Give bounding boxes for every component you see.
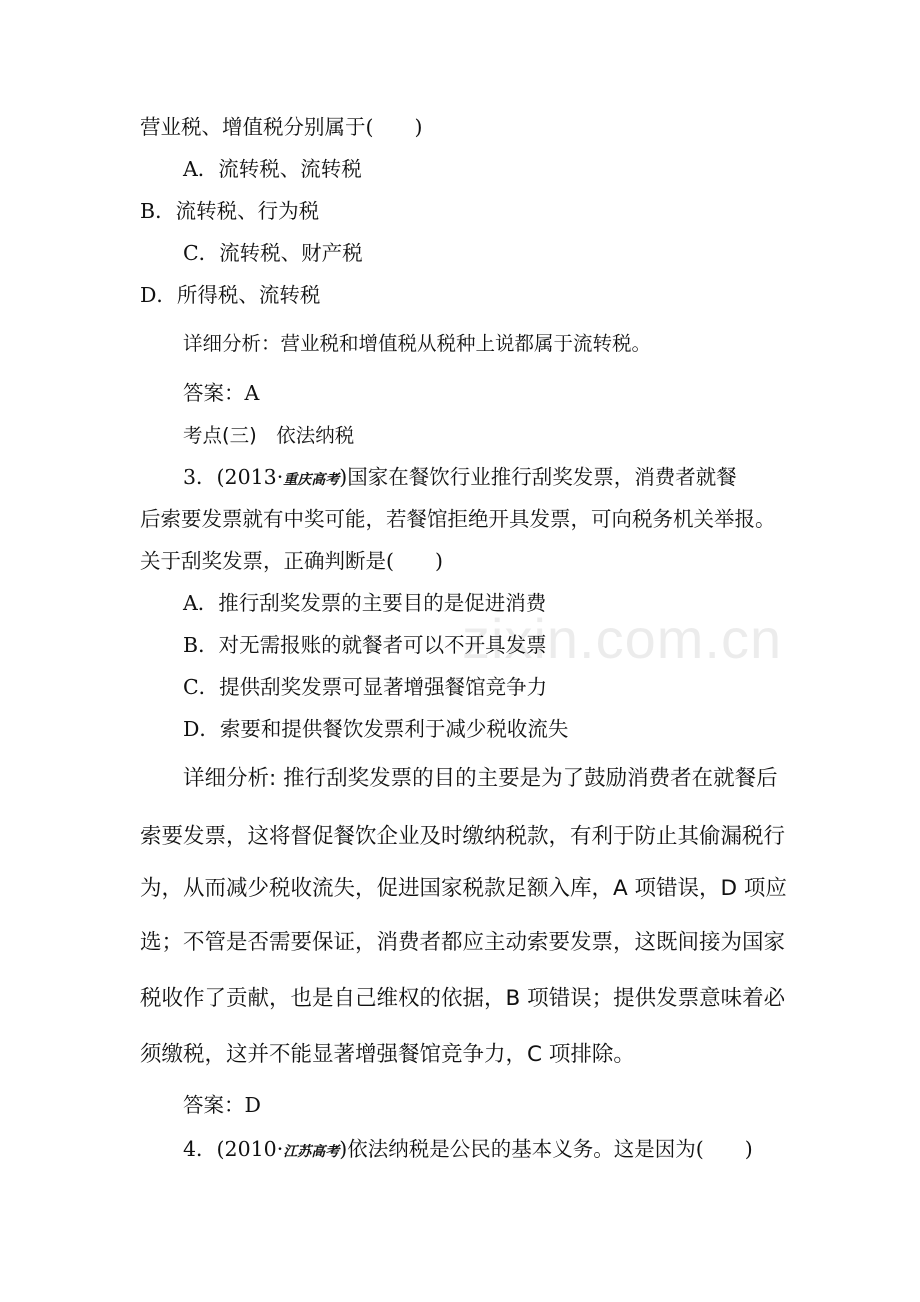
q3-analysis-line: 选；不管是否需要保证，消费者都应主动索要发票，这既间接为国家 — [140, 930, 786, 955]
q3-stem-line1 — [183, 462, 737, 492]
q3-option-a: A．推行刮奖发票的主要目的是促进消费 — [183, 591, 547, 615]
q4-stem-line1 — [183, 1134, 753, 1164]
q3-stem-line2: 后索要发票就有中奖可能，若餐馆拒绝开具发票，可向税务机关举报。 — [140, 507, 776, 531]
q3-option-b: B．对无需报账的就餐者可以不开具发票 — [183, 633, 547, 657]
q4-number: 4．(2010· — [183, 1137, 284, 1161]
q3-source: 重庆高考 — [283, 472, 340, 488]
q2-option-b: B．流转税、行为税 — [140, 199, 320, 223]
q3-answer: 答案：D — [183, 1093, 261, 1117]
q3-analysis-line: 须缴税，这并不能显著增强餐馆竞争力，C 项排除。 — [140, 1042, 635, 1067]
q2-analysis: 详细分析：营业税和增值税从税种上说都属于流转税。 — [183, 332, 652, 355]
watermark: zixin.com.cn — [462, 607, 783, 670]
q3-stem-line3: 关于刮奖发票，正确判断是( ) — [140, 549, 443, 573]
q3-number: 3．(2013· — [183, 465, 284, 489]
section-title: 考点(三) 依法纳税 — [183, 424, 355, 447]
q2-answer: 答案：A — [183, 381, 260, 405]
q3-option-d: D．索要和提供餐饮发票利于减少税收流失 — [183, 717, 569, 741]
q3-analysis-line: 详细分析: 推行刮奖发票的目的主要是为了鼓励消费者在就餐后 — [183, 766, 778, 791]
q4-text: )依法纳税是公民的基本义务。这是因为( ) — [339, 1137, 753, 1161]
q3-text: )国家在餐饮行业推行刮奖发票，消费者就餐 — [339, 465, 737, 489]
q3-option-c: C．提供刮奖发票可显著增强餐馆竞争力 — [183, 675, 548, 699]
q3-analysis-line: 索要发票，这将督促餐饮企业及时缴纳税款，有利于防止其偷漏税行 — [140, 824, 786, 849]
q2-option-c: C．流转税、财产税 — [183, 241, 363, 265]
q4-source: 江苏高考 — [283, 1144, 340, 1160]
q2-option-d: D．所得税、流转税 — [140, 283, 321, 307]
q3-analysis-line: 为，从而减少税收流失，促进国家税款足额入库，A 项错误，D 项应 — [140, 876, 787, 901]
q2-stem: 营业税、增值税分别属于( ) — [140, 115, 423, 139]
q2-option-a: A．流转税、流转税 — [183, 157, 362, 181]
q3-analysis-line: 税收作了贡献，也是自己维权的依据，B 项错误；提供发票意味着必 — [140, 986, 786, 1011]
